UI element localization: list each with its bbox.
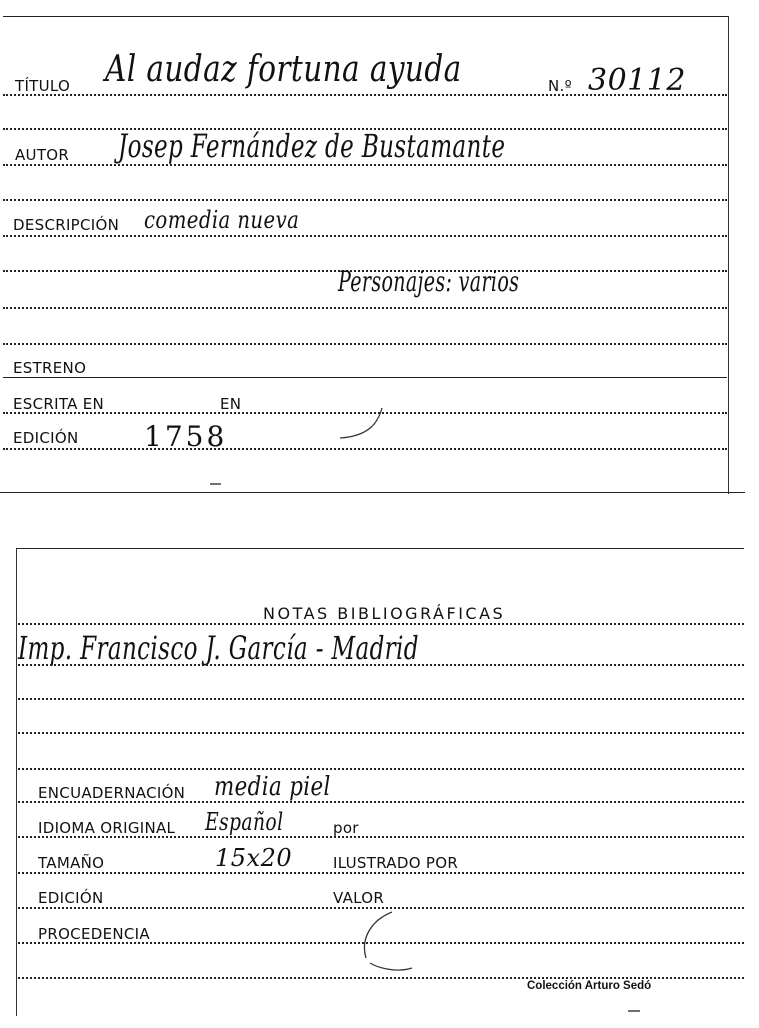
autor-value: Josep Fernández de Bustamante: [118, 127, 506, 165]
descripcion-line: [3, 235, 727, 237]
descripcion-label: DESCRIPCIÓN: [13, 216, 120, 234]
notas-line-3: [18, 698, 744, 700]
edicion-label: EDICIÓN: [13, 429, 79, 447]
card-right-edge: [728, 16, 729, 494]
descripcion-value: comedia nueva: [144, 206, 300, 234]
procedencia-label: PROCEDENCIA: [38, 925, 150, 943]
card-top-border: [3, 16, 729, 17]
estreno-label: ESTRENO: [13, 359, 87, 377]
valor-label: VALOR: [333, 889, 385, 907]
notas-heading-line: [18, 623, 744, 625]
escrita-en-label: ESCRITA EN: [13, 395, 105, 413]
en-label: EN: [220, 395, 242, 413]
tamano-label: TAMAÑO: [38, 854, 105, 872]
titulo-label: TÍTULO: [15, 77, 71, 95]
notas-heading: NOTAS BIBLIOGRÁFICAS: [263, 604, 506, 623]
notas-value: Imp. Francisco J. García - Madrid: [18, 629, 419, 667]
encuadernacion-label: ENCUADERNACIÓN: [38, 784, 186, 802]
edicion2-line: [18, 907, 744, 909]
idioma-value: Español: [205, 808, 284, 836]
line-7: [3, 307, 727, 309]
ilustrado-label: ILUSTRADO POR: [333, 854, 459, 872]
tamano-value: 15x20: [215, 844, 293, 872]
catalog-card-top: [0, 0, 759, 495]
numero-label: N.º: [548, 77, 572, 95]
notas-line-4: [18, 732, 744, 734]
edicion-line: [3, 448, 727, 450]
card2-top-border: [16, 548, 744, 549]
line-4: [3, 199, 727, 201]
escrita-line: [3, 412, 727, 414]
notas-line-5: [18, 768, 744, 770]
encuadernacion-value: media piel: [214, 772, 331, 802]
por-label: por: [333, 819, 359, 837]
edicion-value: 1758: [144, 420, 228, 453]
card2-left-edge: [16, 548, 17, 1016]
numero-value: 30112: [588, 63, 686, 98]
estreno-line: [3, 377, 727, 378]
notas-line-2: [18, 664, 744, 666]
line-8: [3, 343, 727, 345]
bottom-line: [18, 977, 744, 979]
descripcion-extra: Personajes: varios: [338, 265, 520, 298]
autor-label: AUTOR: [15, 146, 70, 164]
card-bottom-border: [0, 492, 745, 493]
tamano-line: [18, 872, 744, 874]
catalog-card-bottom: [0, 540, 759, 1028]
idioma-label: IDIOMA ORIGINAL: [38, 819, 176, 837]
edicion2-label: EDICIÓN: [38, 889, 104, 907]
coleccion-label: Colección Arturo Sedó: [527, 980, 652, 992]
titulo-value: Al audaz fortuna ayuda: [105, 49, 462, 90]
